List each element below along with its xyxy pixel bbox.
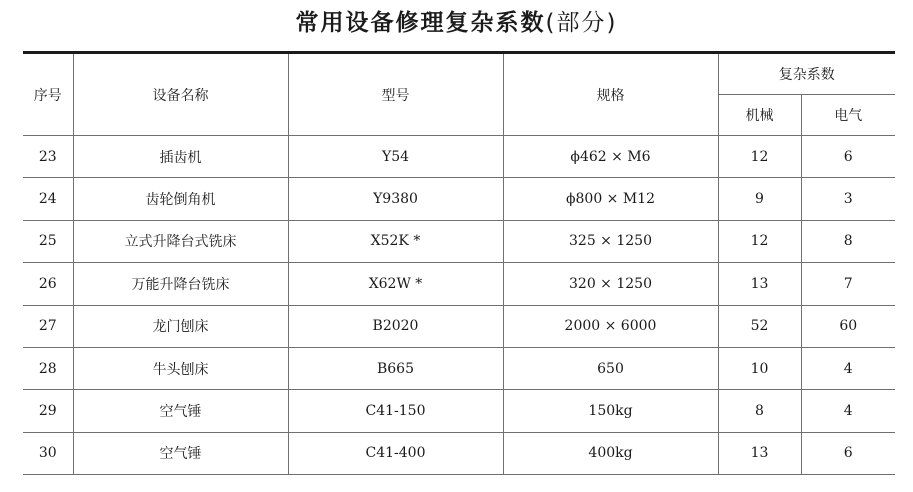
cell-mechanical: 8 — [718, 390, 801, 432]
cell-index: 30 — [23, 432, 73, 474]
cell-name: 空气锤 — [73, 390, 288, 432]
cell-spec: 150kg — [503, 390, 718, 432]
table-row — [23, 390, 895, 432]
cell-name: 龙门刨床 — [73, 305, 288, 347]
cell-index: 28 — [23, 347, 73, 389]
cell-index: 29 — [23, 390, 73, 432]
complexity-table — [23, 51, 895, 475]
cell-mechanical: 10 — [718, 347, 801, 389]
header-name: 设备名称 — [73, 53, 288, 136]
cell-electrical: 7 — [801, 263, 895, 305]
table-row — [23, 347, 895, 389]
cell-index: 24 — [23, 178, 73, 220]
header-index: 序号 — [23, 53, 73, 136]
cell-spec: 2000 × 6000 — [503, 305, 718, 347]
cell-electrical: 8 — [801, 220, 895, 262]
cell-mechanical: 52 — [718, 305, 801, 347]
cell-electrical: 4 — [801, 347, 895, 389]
cell-mechanical: 9 — [718, 178, 801, 220]
cell-model: C41-150 — [288, 390, 503, 432]
title-main: 常用设备修理复杂系数 — [295, 10, 546, 36]
cell-index: 26 — [23, 263, 73, 305]
cell-name: 立式升降台式铣床 — [73, 220, 288, 262]
cell-spec: ϕ800 × M12 — [503, 178, 718, 220]
cell-electrical: 6 — [801, 136, 895, 178]
cell-electrical: 6 — [801, 432, 895, 474]
cell-mechanical: 13 — [718, 263, 801, 305]
cell-index: 27 — [23, 305, 73, 347]
cell-name: 空气锤 — [73, 432, 288, 474]
cell-name: 万能升降台铣床 — [73, 263, 288, 305]
cell-model: X52K * — [288, 220, 503, 262]
cell-mechanical: 12 — [718, 220, 801, 262]
cell-model: Y54 — [288, 136, 503, 178]
table-row — [23, 305, 895, 347]
cell-name: 插齿机 — [73, 136, 288, 178]
table-row — [23, 220, 895, 262]
cell-index: 25 — [23, 220, 73, 262]
cell-electrical: 60 — [801, 305, 895, 347]
cell-electrical: 4 — [801, 390, 895, 432]
cell-model: Y9380 — [288, 178, 503, 220]
cell-model: B665 — [288, 347, 503, 389]
table-row — [23, 136, 895, 178]
header-mechanical: 机械 — [718, 95, 801, 136]
cell-index: 23 — [23, 136, 73, 178]
table-row — [23, 432, 895, 474]
cell-model: X62W * — [288, 263, 503, 305]
table-row — [23, 263, 895, 305]
header-complexity: 复杂系数 — [718, 53, 895, 95]
cell-spec: ϕ462 × M6 — [503, 136, 718, 178]
cell-spec: 650 — [503, 347, 718, 389]
cell-model: C41-400 — [288, 432, 503, 474]
cell-name: 齿轮倒角机 — [73, 178, 288, 220]
cell-electrical: 3 — [801, 178, 895, 220]
cell-name: 牛头刨床 — [73, 347, 288, 389]
cell-mechanical: 12 — [718, 136, 801, 178]
header-electrical: 电气 — [801, 95, 895, 136]
header-spec: 规格 — [503, 53, 718, 136]
page-title — [0, 4, 913, 37]
title-sub: (部分) — [545, 10, 618, 36]
cell-spec: 400kg — [503, 432, 718, 474]
cell-spec: 320 × 1250 — [503, 263, 718, 305]
cell-mechanical: 13 — [718, 432, 801, 474]
table-row — [23, 178, 895, 220]
cell-spec: 325 × 1250 — [503, 220, 718, 262]
cell-model: B2020 — [288, 305, 503, 347]
header-model: 型号 — [288, 53, 503, 136]
